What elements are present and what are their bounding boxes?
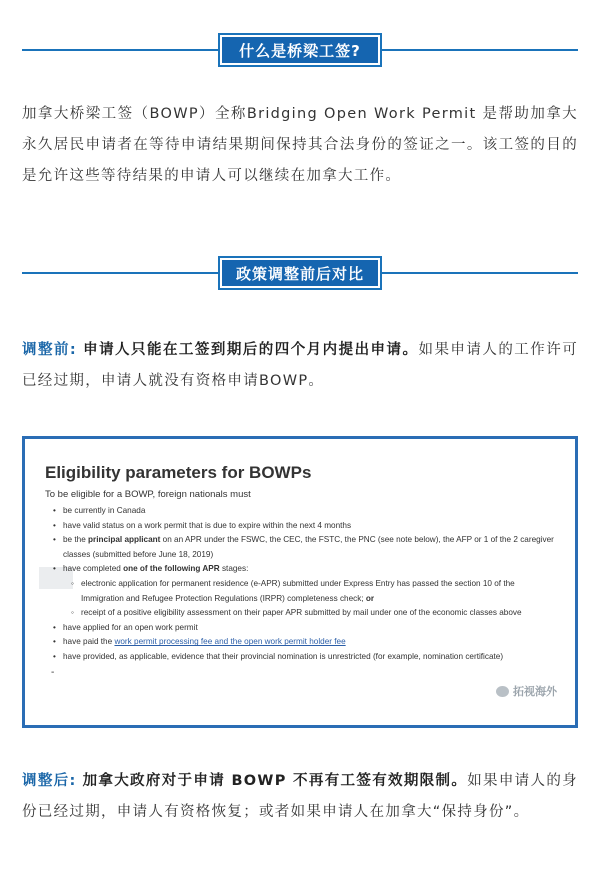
section-title: 什么是桥梁工签? bbox=[222, 37, 378, 63]
list-item: • have provided, as applicable, evidence that their provincial nomination is unrestricted (for example, nomination certificate) bbox=[63, 650, 555, 665]
fee-link[interactable]: work permit processing fee and the open work permit holder fee bbox=[114, 637, 346, 647]
header-box bbox=[218, 256, 382, 290]
screenshot-intro: To be eligible for a BOWP, foreign nationals must bbox=[45, 489, 251, 500]
header-rule-left bbox=[22, 49, 218, 51]
list-item bbox=[63, 533, 555, 562]
list-item bbox=[81, 577, 555, 606]
after-bold: 加拿大政府对于申请 BOWP 不再有工签有效期限制。 bbox=[82, 773, 468, 789]
item-bold: principal applicant bbox=[88, 535, 161, 545]
intro-paragraph: 加拿大桥梁工签（BOWP）全称Bridging Open Work Permit 是帮助加拿大永久居民申请者在等待申请结果期间保持其合法身份的签证之一。该工签的目的是允许这些等待结果的申请人可以继续在加拿大工作。 bbox=[22, 106, 578, 184]
item-text: be the bbox=[63, 535, 89, 545]
header-rule-left bbox=[22, 272, 218, 274]
list-item bbox=[63, 635, 555, 650]
item-text: electronic application for permanent residence (e-APR) submitted under Express Entry has passed the section 10 of the Immigration and Refugee Protection Regulations (IRPR) completeness check; bbox=[81, 578, 515, 603]
watermark bbox=[496, 683, 557, 699]
item-text: have completed bbox=[63, 564, 124, 574]
header-rule-right bbox=[382, 272, 578, 274]
section-title: 政策调整前后对比 bbox=[222, 260, 378, 286]
after-rest: 如果申请人的身份已经过期，申请人有资格恢复；或者如果申请人在加拿大“保持身份”。 bbox=[22, 773, 578, 820]
watermark-text: 拓视海外 bbox=[513, 685, 557, 698]
after-label: 调整后: bbox=[22, 773, 77, 789]
section-header-bowp bbox=[22, 33, 578, 67]
after-paragraph bbox=[22, 766, 578, 828]
before-label: 调整前: bbox=[22, 342, 78, 358]
eligibility-list bbox=[45, 504, 555, 665]
item-text: stages: bbox=[219, 564, 249, 574]
item-bold: or bbox=[365, 593, 375, 603]
screenshot-heading: Eligibility parameters for BOWPs bbox=[45, 463, 312, 482]
header-rule-right bbox=[382, 49, 578, 51]
item-text: on an APR under the FSWC, the CEC, the FSTC, the PNC (see note below), the AFP or 1 of the 2 caregiver classes (submitted before June 18, 2019) bbox=[63, 535, 554, 559]
apr-stages-list bbox=[63, 577, 555, 621]
section-header-comparison bbox=[22, 256, 578, 290]
end-mark: - bbox=[51, 666, 55, 678]
list-item: • be currently in Canada bbox=[63, 504, 555, 519]
list-item bbox=[63, 562, 555, 620]
before-rest: 如果申请人的工作许可已经过期，申请人就没有资格申请BOWP。 bbox=[22, 342, 578, 389]
list-item: • have applied for an open work permit bbox=[63, 621, 555, 636]
eligibility-screenshot bbox=[22, 436, 578, 728]
before-paragraph bbox=[22, 335, 578, 397]
list-item: ◦ receipt of a positive eligibility assessment on their paper APR submitted by mail under one of the economic classes above bbox=[81, 606, 555, 621]
chat-bubble-icon bbox=[496, 686, 509, 697]
item-text: have paid the bbox=[63, 637, 115, 647]
item-bold: one of the following APR bbox=[123, 564, 220, 574]
header-box bbox=[218, 33, 382, 67]
before-bold: 申请人只能在工签到期后的四个月内提出申请。 bbox=[83, 342, 419, 358]
list-item: • have valid status on a work permit that is due to expire within the next 4 months bbox=[63, 519, 555, 534]
